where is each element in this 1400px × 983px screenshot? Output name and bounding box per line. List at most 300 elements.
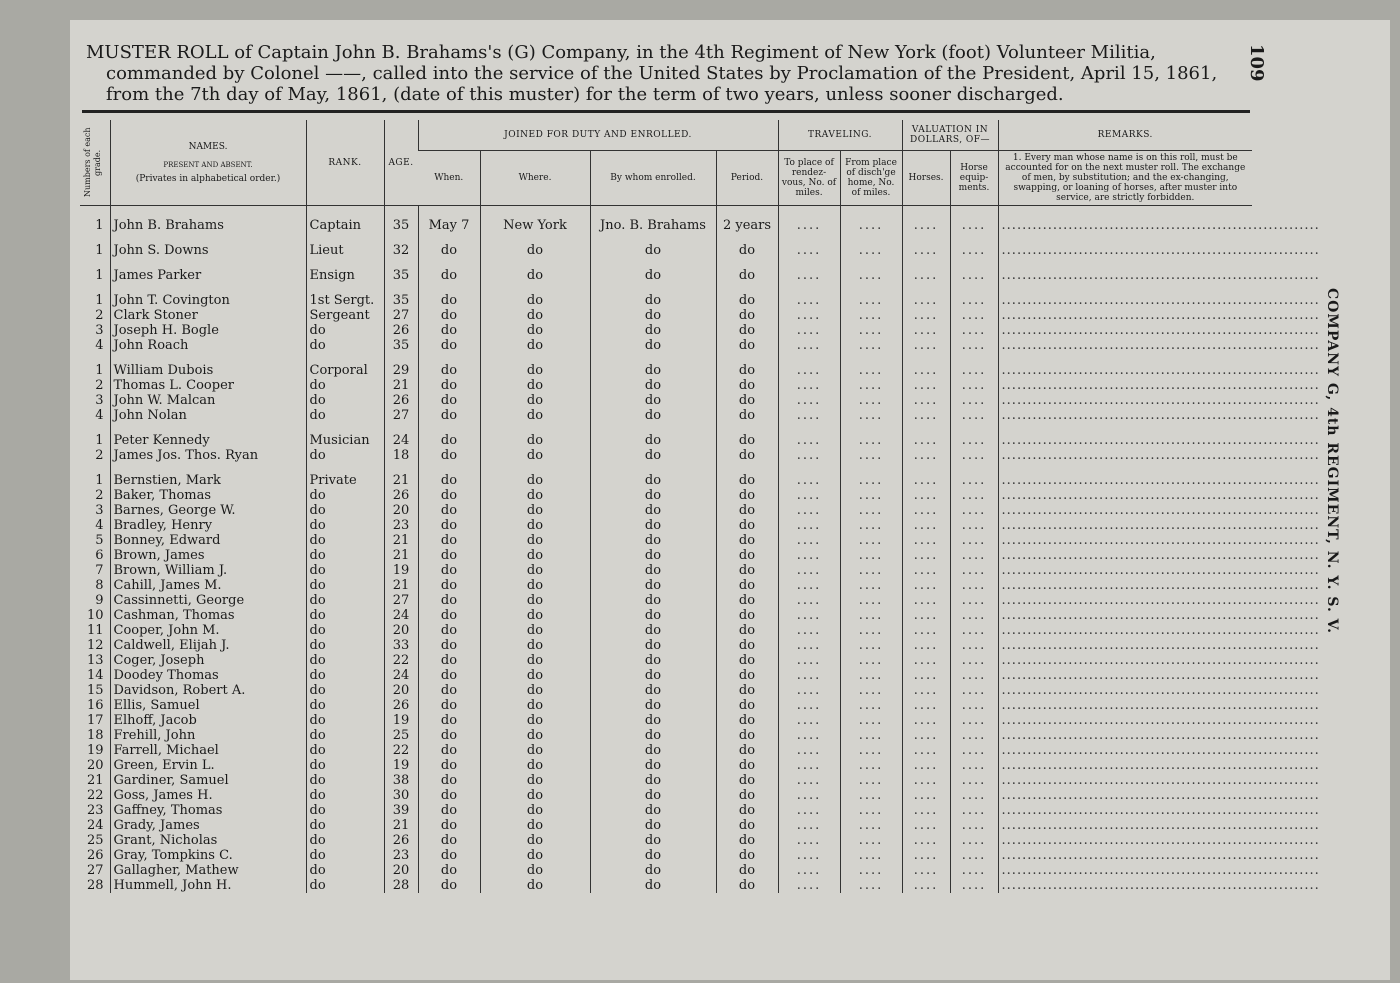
age: 26 (384, 698, 418, 713)
horse-equip-blank: .... (950, 878, 998, 893)
enrolled-by: do (590, 803, 716, 818)
soldier-name: Bernstien, Mark (110, 463, 306, 488)
table-row (80, 683, 1252, 698)
age: 25 (384, 728, 418, 743)
col-traveling: TRAVELING. (778, 120, 902, 151)
period: do (716, 788, 778, 803)
period: do (716, 818, 778, 833)
rank: do (306, 393, 384, 408)
soldier-name: Joseph H. Bogle (110, 323, 306, 338)
row-number: 1 (95, 433, 104, 448)
remarks-blank: .............................................................. (998, 308, 1252, 323)
horse-equip-blank: .... (950, 423, 998, 448)
joined-where: do (480, 863, 590, 878)
soldier-name: John B. Brahams (110, 206, 306, 234)
period: do (716, 773, 778, 788)
horse-equip-blank: .... (950, 833, 998, 848)
remarks-blank: .............................................................. (998, 638, 1252, 653)
row-number: 7 (95, 563, 104, 578)
joined-where: do (480, 283, 590, 308)
remarks-blank: .............................................................. (998, 623, 1252, 638)
period: do (716, 533, 778, 548)
period: do (716, 393, 778, 408)
horses-blank: .... (902, 593, 950, 608)
enrolled-by: do (590, 608, 716, 623)
rank: do (306, 623, 384, 638)
soldier-name: Thomas L. Cooper (110, 378, 306, 393)
row-number: 5 (95, 533, 104, 548)
table-row (80, 353, 1252, 378)
age: 20 (384, 683, 418, 698)
from-place-blank: .... (840, 233, 902, 258)
soldier-name: James Jos. Thos. Ryan (110, 448, 306, 463)
from-place-blank: .... (840, 338, 902, 353)
to-place-blank: .... (778, 743, 840, 758)
enrolled-by: do (590, 378, 716, 393)
roster-table (80, 120, 1320, 893)
from-place-blank: .... (840, 803, 902, 818)
period: do (716, 668, 778, 683)
table-row (80, 608, 1252, 623)
horses-blank: .... (902, 378, 950, 393)
horse-equip-blank: .... (950, 728, 998, 743)
age: 27 (384, 593, 418, 608)
age: 35 (384, 283, 418, 308)
age: 21 (384, 578, 418, 593)
soldier-name: William Dubois (110, 353, 306, 378)
joined-when: do (418, 803, 480, 818)
from-place-blank: .... (840, 448, 902, 463)
horse-equip-blank: .... (950, 338, 998, 353)
remarks-blank: .............................................................. (998, 653, 1252, 668)
remarks-blank: .............................................................. (998, 323, 1252, 338)
age: 19 (384, 758, 418, 773)
horses-blank: .... (902, 563, 950, 578)
age: 20 (384, 863, 418, 878)
age: 27 (384, 408, 418, 423)
row-number: 2 (95, 308, 104, 323)
remarks-blank: .............................................................. (998, 488, 1252, 503)
period: do (716, 713, 778, 728)
col-horse-equip: Horse equip-ments. (950, 151, 998, 206)
soldier-name: John Nolan (110, 408, 306, 423)
row-number: 1 (95, 268, 104, 283)
row-number: 9 (95, 593, 104, 608)
joined-where: do (480, 713, 590, 728)
joined-where: do (480, 503, 590, 518)
rank: do (306, 683, 384, 698)
period: do (716, 463, 778, 488)
from-place-blank: .... (840, 743, 902, 758)
horse-equip-blank: .... (950, 743, 998, 758)
table-row (80, 323, 1252, 338)
horses-blank: .... (902, 713, 950, 728)
rank: do (306, 548, 384, 563)
from-place-blank: .... (840, 683, 902, 698)
horses-blank: .... (902, 353, 950, 378)
table-row (80, 393, 1252, 408)
to-place-blank: .... (778, 233, 840, 258)
joined-when: do (418, 578, 480, 593)
from-place-blank: .... (840, 698, 902, 713)
horse-equip-blank: .... (950, 323, 998, 338)
horse-equip-blank: .... (950, 698, 998, 713)
period: do (716, 758, 778, 773)
col-period: Period. (716, 151, 778, 206)
table-row (80, 623, 1252, 638)
joined-where: do (480, 408, 590, 423)
horses-blank: .... (902, 698, 950, 713)
row-number: 3 (95, 323, 104, 338)
enrolled-by: do (590, 548, 716, 563)
from-place-blank: .... (840, 728, 902, 743)
joined-where: do (480, 878, 590, 893)
header-line-2: commanded by Colonel ——, called into the service of the United States by Proclamation of the President, April 15, 1861, (106, 63, 1218, 84)
age: 38 (384, 773, 418, 788)
horse-equip-blank: .... (950, 638, 998, 653)
soldier-name: Green, Ervin L. (110, 758, 306, 773)
from-place-blank: .... (840, 488, 902, 503)
table-row (80, 818, 1252, 833)
period: do (716, 863, 778, 878)
enrolled-by: do (590, 593, 716, 608)
row-number: 4 (95, 338, 104, 353)
remarks-blank: .............................................................. (998, 283, 1252, 308)
joined-when: do (418, 448, 480, 463)
soldier-name: James Parker (110, 258, 306, 283)
joined-when: do (418, 848, 480, 863)
row-number: 14 (86, 668, 104, 683)
table-row (80, 593, 1252, 608)
soldier-name: John W. Malcan (110, 393, 306, 408)
joined-where: do (480, 623, 590, 638)
col-numbers: Numbers of each grade. (80, 120, 110, 206)
soldier-name: Gardiner, Samuel (110, 773, 306, 788)
joined-when: do (418, 653, 480, 668)
horse-equip-blank: .... (950, 713, 998, 728)
joined-when: do (418, 668, 480, 683)
period: do (716, 353, 778, 378)
to-place-blank: .... (778, 818, 840, 833)
horses-blank: .... (902, 638, 950, 653)
joined-where: do (480, 758, 590, 773)
age: 19 (384, 713, 418, 728)
age: 20 (384, 623, 418, 638)
row-number: 16 (86, 698, 104, 713)
rank: do (306, 818, 384, 833)
soldier-name: Gray, Tompkins C. (110, 848, 306, 863)
soldier-name: Elhoff, Jacob (110, 713, 306, 728)
period: do (716, 258, 778, 283)
joined-where: do (480, 518, 590, 533)
from-place-blank: .... (840, 463, 902, 488)
soldier-name: Grant, Nicholas (110, 833, 306, 848)
table-row (80, 308, 1252, 323)
horses-blank: .... (902, 408, 950, 423)
table-row (80, 518, 1252, 533)
horses-blank: .... (902, 623, 950, 638)
col-where: Where. (480, 151, 590, 206)
rank: Private (306, 463, 384, 488)
joined-where: do (480, 653, 590, 668)
remarks-blank: .............................................................. (998, 463, 1252, 488)
horse-equip-blank: .... (950, 463, 998, 488)
enrolled-by: do (590, 463, 716, 488)
period: do (716, 488, 778, 503)
col-age: AGE. (384, 120, 418, 206)
horses-blank: .... (902, 728, 950, 743)
horse-equip-blank: .... (950, 448, 998, 463)
period: do (716, 338, 778, 353)
to-place-blank: .... (778, 878, 840, 893)
period: do (716, 623, 778, 638)
row-number: 10 (86, 608, 104, 623)
enrolled-by: do (590, 818, 716, 833)
joined-when: do (418, 623, 480, 638)
col-horses: Horses. (902, 151, 950, 206)
joined-when: do (418, 283, 480, 308)
joined-where: do (480, 563, 590, 578)
horses-blank: .... (902, 393, 950, 408)
joined-where: New York (480, 206, 590, 234)
rank: do (306, 593, 384, 608)
horse-equip-blank: .... (950, 623, 998, 638)
table-row (80, 758, 1252, 773)
joined-where: do (480, 743, 590, 758)
period: do (716, 593, 778, 608)
from-place-blank: .... (840, 423, 902, 448)
joined-when: do (418, 638, 480, 653)
table-row (80, 788, 1252, 803)
horses-blank: .... (902, 323, 950, 338)
table-row (80, 408, 1252, 423)
to-place-blank: .... (778, 338, 840, 353)
age: 32 (384, 233, 418, 258)
to-place-blank: .... (778, 258, 840, 283)
remarks-blank: .............................................................. (998, 803, 1252, 818)
row-number: 11 (86, 623, 104, 638)
to-place-blank: .... (778, 393, 840, 408)
to-place-blank: .... (778, 728, 840, 743)
to-place-blank: .... (778, 863, 840, 878)
rank: do (306, 833, 384, 848)
age: 28 (384, 878, 418, 893)
enrolled-by: do (590, 683, 716, 698)
row-number: 20 (86, 758, 104, 773)
side-title: COMPANY G, 4th REGIMENT, N. Y. S. V. (1324, 288, 1340, 634)
enrolled-by: do (590, 448, 716, 463)
to-place-blank: .... (778, 353, 840, 378)
joined-when: do (418, 833, 480, 848)
col-remarks: REMARKS. (998, 120, 1252, 151)
remarks-blank: .............................................................. (998, 338, 1252, 353)
rank: do (306, 743, 384, 758)
col-to-place: To place of rendez-vous, No. of miles. (778, 151, 840, 206)
enrolled-by: do (590, 638, 716, 653)
joined-where: do (480, 668, 590, 683)
row-number: 3 (95, 393, 104, 408)
period: do (716, 578, 778, 593)
from-place-blank: .... (840, 533, 902, 548)
soldier-name: Bonney, Edward (110, 533, 306, 548)
roster-body (80, 206, 1320, 894)
horses-blank: .... (902, 233, 950, 258)
enrolled-by: do (590, 353, 716, 378)
period: do (716, 638, 778, 653)
period: do (716, 608, 778, 623)
soldier-name: Gaffney, Thomas (110, 803, 306, 818)
soldier-name: John Roach (110, 338, 306, 353)
to-place-blank: .... (778, 593, 840, 608)
soldier-name: Hummell, John H. (110, 878, 306, 893)
period: do (716, 233, 778, 258)
joined-where: do (480, 803, 590, 818)
table-row (80, 878, 1252, 893)
table-row (80, 698, 1252, 713)
remarks-blank: .............................................................. (998, 503, 1252, 518)
joined-where: do (480, 773, 590, 788)
to-place-blank: .... (778, 683, 840, 698)
joined-when: do (418, 608, 480, 623)
joined-when: do (418, 233, 480, 258)
row-number: 8 (95, 578, 104, 593)
horse-equip-blank: .... (950, 353, 998, 378)
horse-equip-blank: .... (950, 848, 998, 863)
remarks-blank: .............................................................. (998, 758, 1252, 773)
to-place-blank: .... (778, 503, 840, 518)
rank: do (306, 563, 384, 578)
period: do (716, 803, 778, 818)
rank: do (306, 758, 384, 773)
remarks-blank: .............................................................. (998, 423, 1252, 448)
joined-when: do (418, 423, 480, 448)
to-place-blank: .... (778, 578, 840, 593)
period: do (716, 518, 778, 533)
horse-equip-blank: .... (950, 548, 998, 563)
to-place-blank: .... (778, 698, 840, 713)
from-place-blank: .... (840, 713, 902, 728)
age: 21 (384, 818, 418, 833)
table-row (80, 668, 1252, 683)
horse-equip-blank: .... (950, 283, 998, 308)
rank: Captain (306, 206, 384, 234)
joined-when: do (418, 788, 480, 803)
horse-equip-blank: .... (950, 393, 998, 408)
rank: do (306, 638, 384, 653)
enrolled-by: do (590, 308, 716, 323)
row-number: 23 (86, 803, 104, 818)
rank: do (306, 713, 384, 728)
row-number: 12 (86, 638, 104, 653)
horses-blank: .... (902, 548, 950, 563)
remarks-blank: .............................................................. (998, 378, 1252, 393)
to-place-blank: .... (778, 308, 840, 323)
remarks-blank: .............................................................. (998, 788, 1252, 803)
remarks-blank: .............................................................. (998, 878, 1252, 893)
remarks-blank: .............................................................. (998, 833, 1252, 848)
soldier-name: Goss, James H. (110, 788, 306, 803)
table-row (80, 833, 1252, 848)
remarks-blank: .............................................................. (998, 863, 1252, 878)
soldier-name: Cooper, John M. (110, 623, 306, 638)
remarks-blank: .............................................................. (998, 448, 1252, 463)
horses-blank: .... (902, 863, 950, 878)
rank: do (306, 878, 384, 893)
rank: do (306, 803, 384, 818)
soldier-name: Grady, James (110, 818, 306, 833)
joined-when: do (418, 563, 480, 578)
remarks-blank: .............................................................. (998, 773, 1252, 788)
header-line-3: from the 7th day of May, 1861, (date of this muster) for the term of two years, unless sooner discharged. (106, 84, 1064, 105)
to-place-blank: .... (778, 463, 840, 488)
row-number: 1 (95, 473, 104, 488)
horses-blank: .... (902, 338, 950, 353)
period: do (716, 323, 778, 338)
enrolled-by: do (590, 668, 716, 683)
remarks-blank: .............................................................. (998, 353, 1252, 378)
row-number: 26 (86, 848, 104, 863)
table-row (80, 848, 1252, 863)
remarks-note: 1. Every man whose name is on this roll, must be accounted for on the next muster roll. The exchange of men, by substitution; and the ex-changing, swapping, or loaning of horses, after muster into service, are strictly forbidden. (998, 151, 1252, 206)
joined-where: do (480, 788, 590, 803)
rank: do (306, 448, 384, 463)
row-number: 2 (95, 378, 104, 393)
joined-when: do (418, 743, 480, 758)
rank: Corporal (306, 353, 384, 378)
remarks-blank: .............................................................. (998, 728, 1252, 743)
table-row (80, 463, 1252, 488)
age: 24 (384, 668, 418, 683)
horses-blank: .... (902, 788, 950, 803)
horse-equip-blank: .... (950, 608, 998, 623)
from-place-blank: .... (840, 283, 902, 308)
from-place-blank: .... (840, 668, 902, 683)
remarks-blank: .............................................................. (998, 608, 1252, 623)
age: 39 (384, 803, 418, 818)
period: do (716, 283, 778, 308)
horse-equip-blank: .... (950, 668, 998, 683)
age: 26 (384, 488, 418, 503)
to-place-blank: .... (778, 653, 840, 668)
remarks-blank: .............................................................. (998, 593, 1252, 608)
joined-when: do (418, 393, 480, 408)
soldier-name: John T. Covington (110, 283, 306, 308)
row-number: 1 (95, 293, 104, 308)
to-place-blank: .... (778, 848, 840, 863)
enrolled-by: do (590, 563, 716, 578)
from-place-blank: .... (840, 503, 902, 518)
from-place-blank: .... (840, 878, 902, 893)
table-row (80, 488, 1252, 503)
roll-header (86, 42, 1256, 105)
enrolled-by: do (590, 283, 716, 308)
horses-blank: .... (902, 743, 950, 758)
horses-blank: .... (902, 533, 950, 548)
horse-equip-blank: .... (950, 488, 998, 503)
to-place-blank: .... (778, 378, 840, 393)
enrolled-by: do (590, 698, 716, 713)
enrolled-by: do (590, 863, 716, 878)
joined-where: do (480, 698, 590, 713)
soldier-name: Barnes, George W. (110, 503, 306, 518)
row-number: 18 (86, 728, 104, 743)
joined-where: do (480, 488, 590, 503)
from-place-blank: .... (840, 788, 902, 803)
remarks-blank: .............................................................. (998, 578, 1252, 593)
period: do (716, 308, 778, 323)
soldier-name: Baker, Thomas (110, 488, 306, 503)
enrolled-by: do (590, 338, 716, 353)
